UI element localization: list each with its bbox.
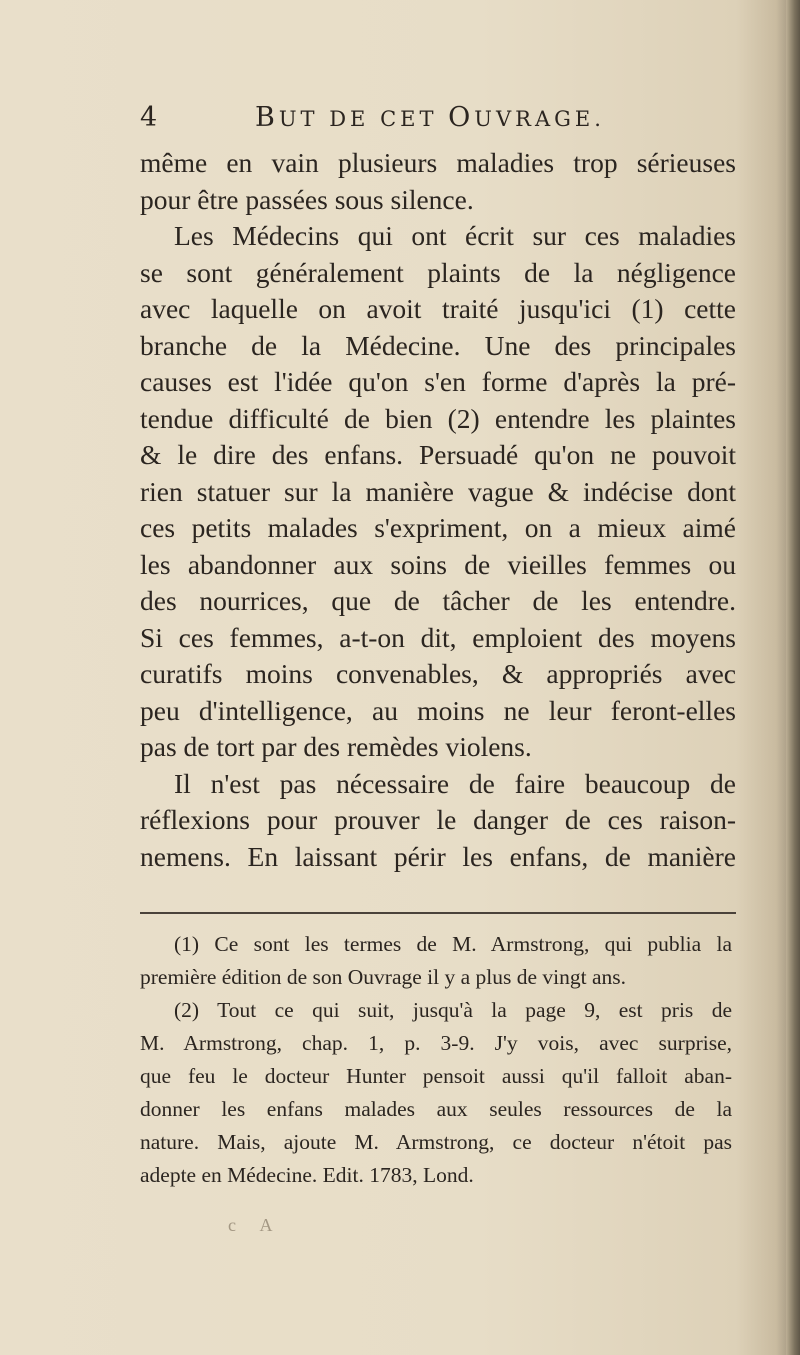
body-line: Il n'est pas nécessaire de faire beaucoup de [174,767,736,799]
title-smallcaps-2: UVRAGE. [474,107,605,131]
body-line: nemens. En laissant périr les enfans, de manière [140,840,736,872]
body-line: branche de la Médecine. Une des principales [140,329,736,361]
body-line: pour être passées sous silence. [140,183,474,215]
running-title [255,102,605,133]
title-initial: B [255,102,279,133]
footnote-line: que feu le docteur Hunter pensoit aussi qu'il falloit aban- [140,1064,732,1088]
body-line: tendue difficulté de bien (2) entendre les plaintes [140,402,736,434]
body-text [140,145,736,875]
footnote-line: (1) Ce sont les termes de M. Armstrong, qui publia la [174,932,732,956]
body-line: les abandonner aux soins de vieilles femmes ou [140,548,736,580]
body-line: même en vain plusieurs maladies trop sérieuses [140,147,736,178]
body-line: Les Médecins qui ont écrit sur ces maladies [174,220,736,251]
body-line: réflexions pour prouver le danger de ces raison- [140,804,736,835]
body-line: Si ces femmes, a-t-on dit, emploient des moyens [140,621,736,653]
footnote-line: première édition de son Ouvrage il y a plus de vingt ans. [140,965,627,989]
body-line: causes est l'idée qu'on s'en forme d'après la pré- [140,366,736,397]
footnotes [140,928,732,1192]
footnote-line: M. Armstrong, chap. 1, p. 3-9. J'y vois, avec surprise, [140,1031,732,1055]
footnote-line: donner les enfans malades aux seules ressources de la [140,1097,732,1121]
footnote-line: adepte en Médecine. Edit. 1783, Lond. [140,1163,474,1187]
title-initial-2: O [448,102,475,133]
footnote-line: nature. Mais, ajoute M. Armstrong, ce docteur n'étoit pas [140,1130,732,1154]
title-smallcaps: UT DE CET [278,107,449,131]
running-header [140,102,740,138]
body-line: ces petits malades s'expriment, on a mieux aimé [140,512,736,543]
body-line: curatifs moins convenables, & appropriés avec [140,658,736,689]
footnote-rule [140,912,736,914]
body-line: se sont généralement plaints de la négligence [140,256,736,288]
body-line: & le dire des enfans. Persuadé qu'on ne pouvoit [140,439,736,470]
signature-mark: c A [228,1215,283,1235]
page-edge [786,0,800,1355]
footnote-line: (2) Tout ce qui suit, jusqu'à la page 9, est pris de [174,998,732,1022]
body-line: rien statuer sur la manière vague & indécise dont [140,475,736,507]
body-line: des nourrices, que de tâcher de les entendre. [140,585,736,616]
body-line: pas de tort par des remèdes violens. [140,731,532,762]
page-number: 4 [140,102,159,133]
body-line: peu d'intelligence, au moins ne leur feront-elles [140,694,736,726]
body-line: avec laquelle on avoit traité jusqu'ici (1) cette [140,293,736,324]
